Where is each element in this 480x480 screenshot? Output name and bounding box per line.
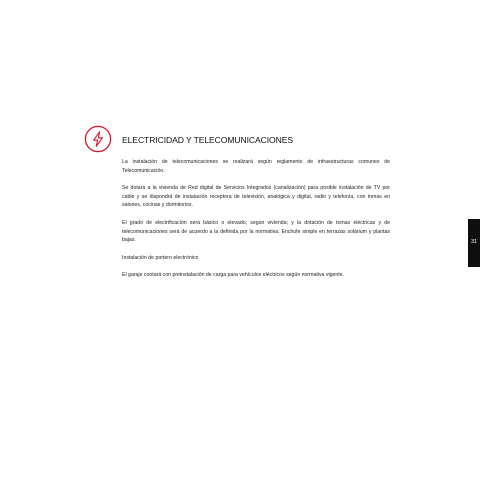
paragraph-ev-charging: El garaje contará con preinstalación de carga para vehículos eléctricos según normativa vigente.	[122, 272, 345, 279]
paragraph-digital-network: Se dotará a la vivienda de Red digital de Servicios Integrados (canalización) para posible instalación de TV por cable y se dispondrá de instalación receptora de televisión, analógica y digital, radio y telefonía, con tomas en salones, cocinas y dormitorios.	[122, 185, 390, 209]
section-title: ELECTRICIDAD Y TELECOMUNICACIONES	[122, 135, 294, 145]
paragraph-telecom-regulation: La instalación de telecomunicaciones se realizará según reglamento de infraestructuras comunes de Telecomunicación.	[122, 159, 390, 174]
section-body	[122, 158, 390, 289]
page-number: 31	[470, 239, 478, 245]
page-number-tab	[468, 219, 480, 267]
paragraph-electrification: El grado de electrificación será básico o elevado, según vivienda; y la dotación de tomas eléctricas y de telecomunicaciones será de acuerdo a la definida por la normativa. Enchufe simple en terrazas solárium y plantas bajas.	[122, 219, 390, 244]
paragraph-intercom: Instalación de portero electrónico	[122, 254, 199, 261]
lightning-bolt-circle-icon	[84, 125, 112, 153]
